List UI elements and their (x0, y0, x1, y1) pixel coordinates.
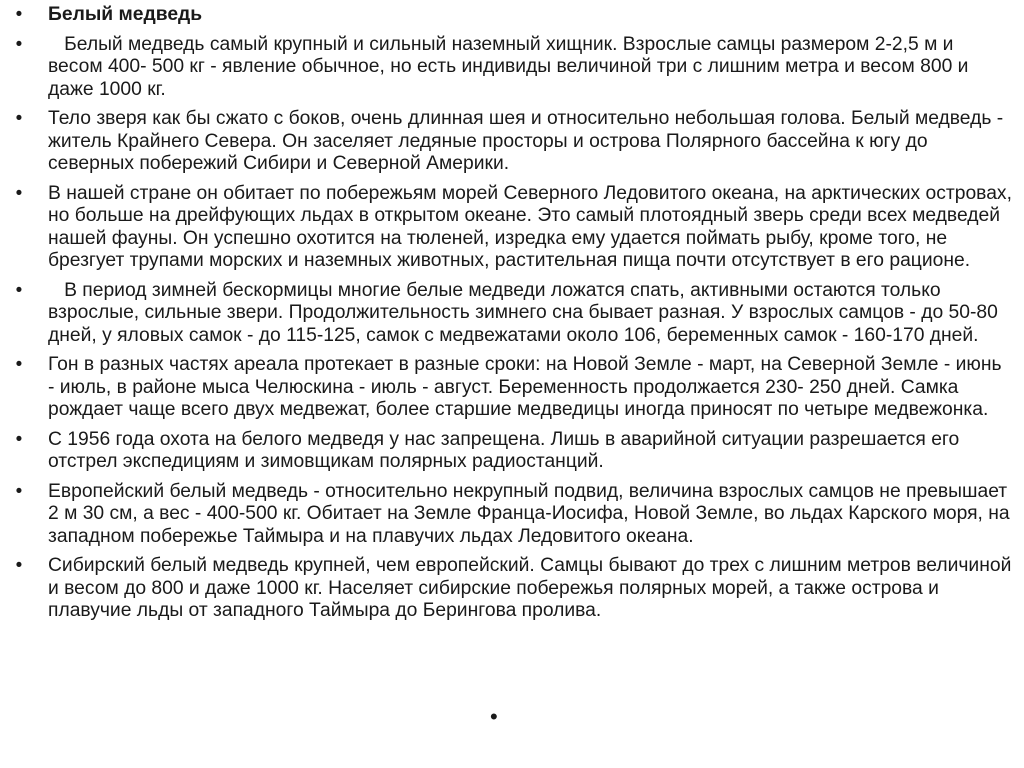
bullet-text: В нашей стране он обитает по побережьям морей Северного Ледовитого океана, на арктических островах, но больше на дрейфующих льдах в открытом океане. Это самый плотоядный зверь среди всех медведей нашей фауны. Он успешно охотится на тюленей, изредка ему удается поймать рыбу, кроме того, не брезгует трупами морских и наземных животных, растительная пища почти отсутствует в его рационе. (48, 182, 1018, 271)
slide-title: Белый медведь (48, 4, 203, 25)
bullet-text: Европейский белый медведь - относительно некрупный подвид, величина взрослых самцов не превышает 2 м 30 см, а вес - 400-500 кг. Обитает на Земле Франца-Иосифа, Новой Земле, во льдах Карского моря, на западном побережье Таймыра и на плавучих льдах Ледовитого океана. (48, 480, 1015, 547)
bullet-text: В период зимней бескормицы многие белые медведи ложатся спать, активными остаются только взрослые, сильные звери. Продолжительность зимнего сна бывает разная. У взрослых самцов - до 50-80 дней, у яловых самок - до 115-125, самок с медвежатами около 106, беременных самок - 160-170 дней. (48, 279, 1004, 346)
trailing-bullet-icon: • (490, 704, 498, 729)
bullet-item-habitat (12, 182, 1018, 273)
bullet-text: Сибирский белый медведь крупней, чем европейский. Самцы бывают до трех с лишним метров величиной и весом до 800 и даже 1000 кг. Населяет сибирские побережья полярных морей, а также острова и плавучие льды от западного Таймыра до Берингова пролива. (48, 555, 1017, 621)
bullet-text: Белый медведь самый крупный и сильный наземный хищник. Взрослые самцы размером 2-2,5 м и весом 400- 500 кг - явление обычное, но есть индивиды величиной три с лишним метра и весом 800 и даже 1000 кг. (48, 33, 974, 100)
bullet-item-european (12, 480, 1015, 549)
bullet-item-protection (12, 429, 1012, 474)
bullet-icon: • (15, 279, 23, 301)
bullet-icon: • (15, 4, 23, 25)
bullet-icon: • (15, 33, 23, 55)
bullet-item-title (12, 4, 1012, 27)
bullet-item-breeding (12, 354, 1012, 422)
bullet-icon: • (15, 108, 23, 129)
bullet-list (12, 4, 1018, 630)
bullet-icon: • (15, 480, 23, 502)
bullet-icon: • (15, 428, 23, 450)
bullet-icon: • (15, 354, 23, 375)
bullet-item-body (12, 108, 1012, 176)
bullet-icon: • (15, 555, 23, 576)
bullet-item-size (12, 34, 1012, 102)
bullet-item-siberian (12, 555, 1017, 623)
bullet-text: С 1956 года охота на белого медведя у нас запрещена. Лишь в аварийной ситуации разрешается его отстрел экспедициям и зимовщикам полярных радиостанций. (48, 428, 965, 472)
bullet-text: Гон в разных частях ареала протекает в разные сроки: на Новой Земле - март, на Северной Земле - июнь - июль, в районе мыса Челюскина - июль - август. Беременность продолжается 230- 250 дней. Самка рождает чаще всего двух медвежат, более старшие медведицы иногда приносят по четыре медвежонка. (48, 354, 1007, 420)
bullet-icon: • (15, 182, 23, 204)
bullet-text: Тело зверя как бы сжато с боков, очень длинная шея и относительно небольшая голова. Белый медведь - житель Крайнего Севера. Он заселяет ледяные просторы и острова Полярного бассейна к югу до северных побережий Сибири и Северной Америки. (48, 108, 1009, 174)
bullet-item-winter (12, 280, 1012, 348)
